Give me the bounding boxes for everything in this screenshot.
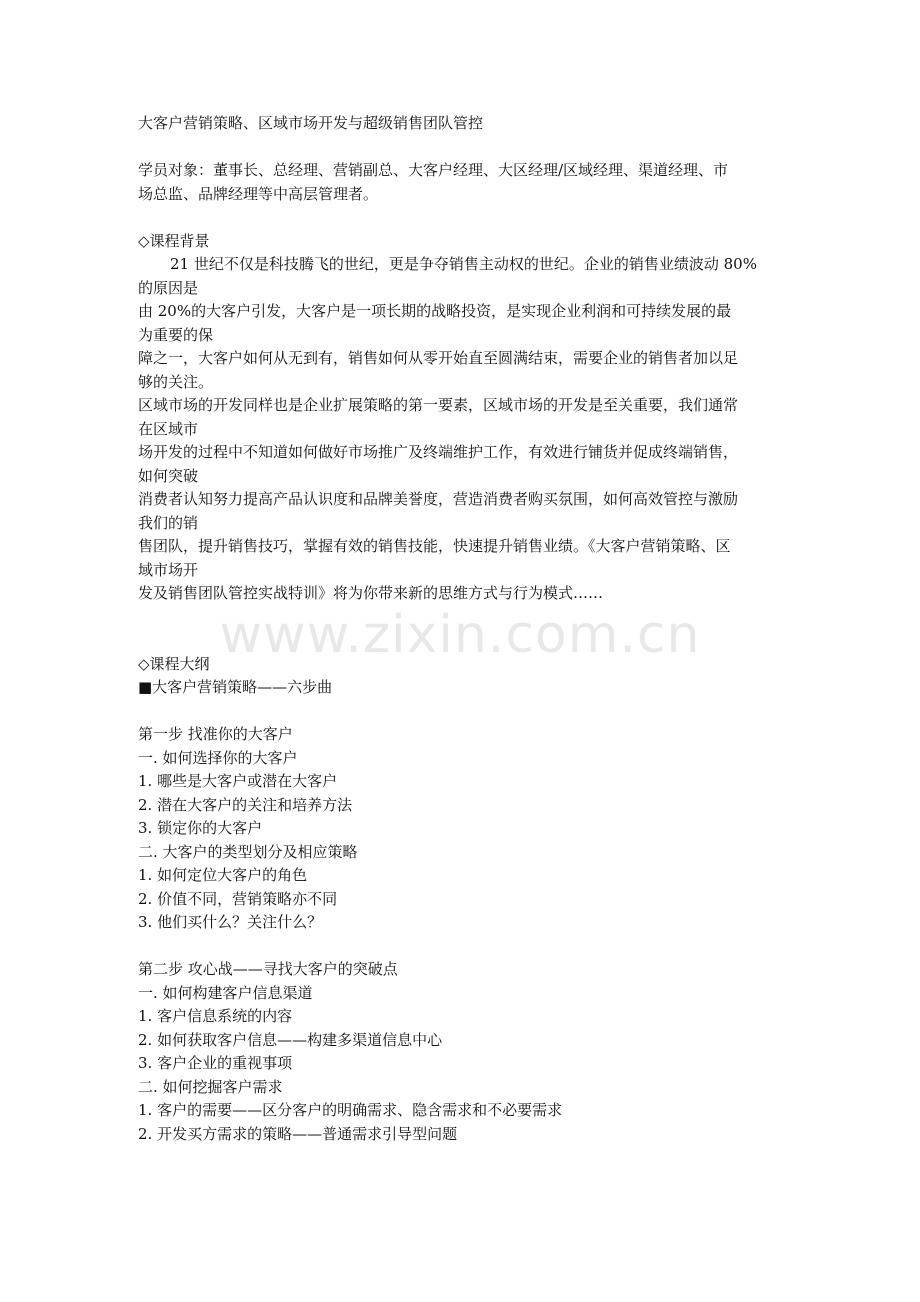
audience-line-2: 场总监、品牌经理等中高层管理者。 [138, 184, 379, 203]
background-line: 21 世纪不仅是科技腾飞的世纪，更是争夺销售主动权的世纪。企业的销售业绩波动 80% [170, 255, 757, 273]
step-1-item: 2. 价值不同，营销策略亦不同 [138, 889, 338, 908]
module-heading: ■大客户营销策略——六步曲 [138, 678, 333, 696]
step-2-item: 2. 开发买方需求的策略——普通需求引导型问题 [138, 1124, 458, 1143]
document-title: 大客户营销策略、区域市场开发与超级销售团队管控 [138, 114, 484, 132]
step-2-item: 2. 如何获取客户信息——构建多渠道信息中心 [138, 1030, 443, 1049]
step-1-item: 3. 他们买什么？关注什么？ [138, 913, 323, 931]
background-line: 我们的销 [138, 513, 199, 532]
background-line: 消费者认知努力提高产品认识度和品牌美誉度，营造消费者购买氛围，如何高效管控与激励 [138, 490, 739, 508]
background-line: 发及销售团队管控实战特训》将为你带来新的思维方式与行为模式…… [138, 584, 604, 602]
background-heading: ◇课程背景 [138, 231, 210, 250]
step-2-title: 第二步 攻心战——寻找大客户的突破点 [138, 960, 398, 978]
outline-heading: ◇课程大纲 [138, 654, 210, 673]
background-line: 为重要的保 [138, 325, 214, 344]
step-2-item: 1. 客户信息系统的内容 [138, 1007, 293, 1025]
step-2-item: 一. 如何构建客户信息渠道 [138, 983, 313, 1002]
background-line: 在区域市 [138, 419, 199, 438]
step-2-item: 二. 如何挖掘客户需求 [138, 1077, 283, 1096]
step-1-item: 二. 大客户的类型划分及相应策略 [138, 842, 358, 861]
step-1-title: 第一步 找准你的大客户 [138, 725, 293, 743]
step-1-item: 2. 潜在大客户的关注和培养方法 [138, 795, 353, 814]
background-line: 的原因是 [138, 278, 199, 297]
step-1-item: 1. 如何定位大客户的角色 [138, 866, 308, 884]
background-line: 由 20%的大客户引发，大客户是一项长期的战略投资，是实现企业利润和可持续发展的最 [138, 302, 732, 320]
background-line: 够的关注。 [138, 372, 214, 391]
document-body [138, 112, 798, 1146]
watermark: www.zixin.com.cn [219, 605, 701, 665]
background-line: 售团队，提升销售技巧，掌握有效的销售技能，快速提升销售业绩。《大客户营销策略、区 [138, 537, 731, 555]
step-2-item: 1. 客户的需要——区分客户的明确需求、隐含需求和不必要需求 [138, 1101, 563, 1119]
step-1-item: 1. 哪些是大客户或潜在大客户 [138, 772, 338, 790]
step-2-item: 3. 客户企业的重视事项 [138, 1054, 293, 1072]
background-line: 域市场开 [138, 560, 199, 579]
background-line: 区域市场的开发同样也是企业扩展策略的第一要素，区域市场的开发是至关重要，我们通常 [138, 396, 739, 414]
background-line: 障之一，大客户如何从无到有，销售如何从零开始直至圆满结束，需要企业的销售者加以足 [138, 349, 739, 367]
audience-line-1: 学员对象：董事长、总经理、营销副总、大客户经理、大区经理/区域经理、渠道经理、市 [138, 161, 729, 179]
step-1-item: 3. 锁定你的大客户 [138, 819, 263, 837]
step-1-item: 一. 如何选择你的大客户 [138, 748, 298, 767]
background-line: 场开发的过程中不知道如何做好市场推广及终端维护工作，有效进行铺货并促成终端销售， [138, 443, 739, 461]
background-line: 如何突破 [138, 466, 199, 485]
